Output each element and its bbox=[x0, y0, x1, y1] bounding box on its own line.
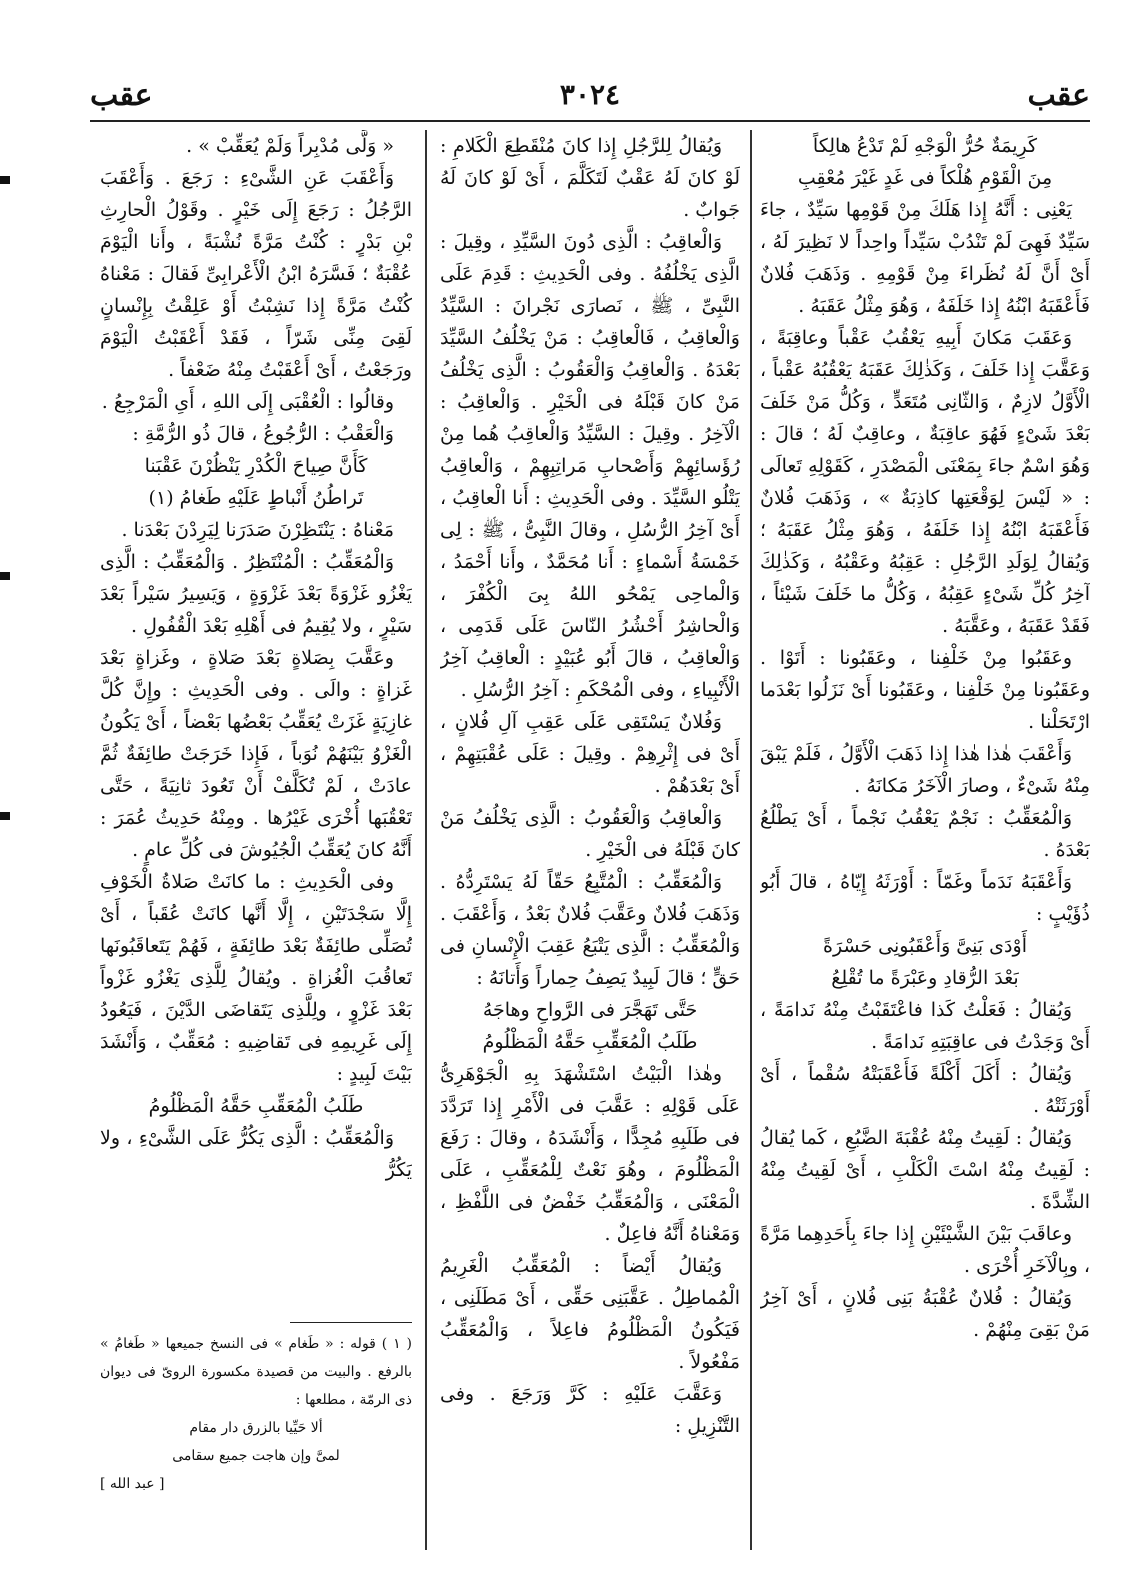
column-separator bbox=[425, 130, 427, 1550]
column-middle bbox=[440, 130, 740, 1550]
paragraph: وَيُقالُ أَيْضاً : الْمُعَقِّبُ الْغَرِيمُ الْمُماطِلُ . عَقَّبَنِى حَقِّى ، أَىْ مَطَلَنِى ، فَيَكُونُ الْمَظْلُومُ فاعِلاً ، وَالْمُعَقِّبُ مَفْعُولاً . bbox=[440, 1255, 740, 1373]
headword-left: عقب bbox=[90, 78, 153, 113]
paragraph: وَالْمُعَقِّبُ : نَجْمٌ يَعْقُبُ نَجْماً ، أَىْ يَطْلُعُ بَعْدَهُ . bbox=[760, 807, 1090, 861]
verse-line: حَتَّى تَهَجَّرَ فى الرَّواحِ وهاجَهُ bbox=[482, 999, 698, 1021]
verse-line: أَوْدَى بَنِىَّ وَأَعْقَبُونِى حَسْرَةً bbox=[823, 935, 1027, 957]
footnote-signature: [ عبد الله ] bbox=[100, 1476, 165, 1492]
paragraph: وَأَعْقَبَهُ نَدَماً وغَمّاً : أَوْرَثَهُ إِيّاهُ ، قالَ أَبُو ذُؤَيْبٍ : bbox=[760, 871, 1090, 925]
header-rule bbox=[90, 120, 1090, 122]
paragraph: وَفُلانٌ يَسْتَقِى عَلَى عَقِبِ آلِ فُلانٍ ، أَىْ فى إِثْرِهِمْ . وقِيلَ : عَلَى عُقْبَتِهِمْ ، أَىْ بَعْدَهُمْ . bbox=[440, 711, 740, 797]
paragraph: « وَلَّى مُدْبِراً وَلَمْ يُعَقِّبْ » . bbox=[186, 135, 394, 157]
footnote bbox=[100, 1330, 412, 1498]
footnote-rule bbox=[290, 1322, 412, 1323]
paragraph: وَيُقالُ : فَعَلْتُ كَذا فاعْتَقَبْتُ مِنْهُ نَدامَةً ، أَىْ وَجَدْتُ فى عاقِبَتِهِ نَدامَةً . bbox=[760, 999, 1090, 1053]
paragraph: وَأَعْقَبَ عَنِ الشَّىْءِ : رَجَعَ . وَأَعْقَبَ الرَّجُلُ : رَجَعَ إِلَى خَيْرٍ . وقَوْلُ الْحارِثِ بْنِ بَدْرٍ : كُنْتُ مَرَّةً نُشْبَةً ، وأَنا الْيَوْمَ عُقْبَةٌ ؛ فَسَّرَهُ ابْنُ الْأَعْرابِىِّ فَقالَ : مَعْناهُ كُنْتُ مَرَّةً إِذا نَشِبْتُ أَوْ عَلِقْتُ بِإِنْسانٍ لَقِىَ مِنِّى شَرّاً ، فَقَدْ أَعْقَبْتُ الْيَوْمَ ورَجَعْتُ ، أَىْ أَعْقَبْتُ مِنْهُ ضَعْفاً . bbox=[100, 167, 412, 381]
paragraph: وَالْعاقِبُ : الَّذِى دُونَ السَّيِّدِ ، وقِيلَ : الَّذِى يَخْلُفُهُ . وفى الْحَدِيثِ : قَدِمَ عَلَى النَّبِىِّ ، ﷺ ، نَصارَى نَجْرانَ : السَّيِّدُ وَالْعاقِبُ ، فَالْعاقِبُ : مَنْ يَخْلُفُ السَّيِّدَ بَعْدَهُ . وَالْعاقِبُ وَالْعَقُوبُ : الَّذِى يَخْلُفُ مَنْ كانَ قَبْلَهُ فى الْخَيْرِ . وَالْعاقِبُ : الْآخِرُ . وقِيلَ : السَّيِّدُ وَالْعاقِبُ هُما مِنْ رُؤَسائِهِمْ وَأَصْحابِ مَراتِبِهِمْ ، وَالْعاقِبُ يَتْلُو السَّيِّدَ . وفى الْحَدِيثِ : أَنا الْعاقِبُ ، أَىْ آخِرُ الرُّسُلِ ، وقالَ النَّبِىُّ ، ﷺ : لِى خَمْسَةُ أَسْماءٍ : أَنا مُحَمَّدٌ ، وأَنا أَحْمَدُ ، وَالْماحِى يَمْحُو اللهُ بِىَ الْكُفْرَ ، وَالْحاشِرُ أَحْشُرُ النّاسَ عَلَى قَدَمِى ، وَالْعاقِبُ ، قالَ أَبُو عُبَيْدٍ : الْعاقِبُ آخِرُ الْأَنْبِياءِ ، وفى الْمُحْكَمِ : آخِرُ الرُّسُلِ . bbox=[440, 231, 740, 701]
verse-line: طَلَبُ الْمُعَقِّبِ حَقَّهُ الْمَظْلُومُ bbox=[482, 1031, 698, 1053]
paragraph: وَالْعَقْبُ : الرُّجُوعُ ، قالَ ذُو الرُّمَّةِ : bbox=[132, 423, 394, 445]
paragraph: وهٰذا الْبَيْتُ اسْتَشْهَدَ بِهِ الْجَوْهَرِىُّ عَلَى قَوْلِهِ : عَقَّبَ فى الْأَمْرِ إِذا تَرَدَّدَ فى طَلَبِهِ مُجِدًّا ، وَأَنْشَدَهُ ، وقالَ : رَفَعَ الْمَظْلُومَ ، وهُوَ نَعْتٌ لِلْمُعَقِّبِ ، عَلَى الْمَعْنَى ، وَالْمُعَقِّبُ خَفْضٌ فى اللَّفْظِ ، وَمَعْناهُ أَنَّهُ فاعِلٌ . bbox=[440, 1063, 740, 1245]
verse-line: مِنَ الْقَوْمِ هُلْكاً فى غَدٍ غَيْرَ مُعْقِبِ bbox=[797, 167, 1053, 189]
verse-line: بَعْدَ الرُّقادِ وعَبْرَةً ما تُقْلِعُ bbox=[831, 967, 1019, 989]
paragraph: وَعَقَّبَ عَلَيْهِ : كَرَّ وَرَجَعَ . وفى التَّنْزِيلِ : bbox=[440, 1383, 740, 1437]
verse-line: تَراطُنُ أَنْباطٍ عَلَيْهِ طَغامُ (١) bbox=[148, 487, 364, 509]
verse-line: كَأَنَّ صِياحَ الْكُدْرِ يَنْظُرْنَ عَقْبَنا bbox=[144, 455, 368, 477]
paragraph: وَالْعاقِبُ وَالْعَقُوبُ : الَّذِى يَخْلُفُ مَنْ كانَ قَبْلَهُ فى الْخَيْرِ . bbox=[440, 807, 740, 861]
paragraph: وَالْمُعَقِّبُ : الْمُنْتَظِرُ . وَالْمُعَقِّبُ : الَّذِى يَغْزُو غَزْوَةً بَعْدَ غَزْوَةٍ ، وَيَسِيرُ سَيْراً بَعْدَ سَيْرٍ ، ولا يُقِيمُ فى أَهْلِهِ بَعْدَ الْقُفُولِ . bbox=[100, 551, 412, 637]
verse-line: كَرِيمَةٌ حُرُّ الْوَجْهِ لَمْ تَدْعُ هالِكاً bbox=[812, 135, 1038, 157]
footnote-verse: ألا حَيِّيا بالزرق دار مقام bbox=[189, 1420, 323, 1436]
verse-line: طَلَبُ الْمُعَقِّبِ حَقَّهُ الْمَظْلُومُ bbox=[148, 1095, 364, 1117]
paragraph: وقالُوا : الْعُقْبَى إِلَى اللهِ ، أَىِ الْمَرْجِعُ . bbox=[101, 391, 394, 413]
paragraph: وَعَقَبَ مَكانَ أَبِيهِ يَعْقُبُ عَقْباً وعاقِبَةً ، وَعَقَّبَ إِذا خَلَفَ ، وَكَذٰلِكَ عَقَبَهُ يَعْقُبُهُ عَقْباً ، الْأَوَّلُ لازِمٌ ، وَالثّانِى مُتَعَدٍّ ، وَكُلُّ مَنْ خَلَفَ بَعْدَ شَىْءٍ فَهُوَ عاقِبَةٌ ، وعاقِبٌ لَهُ ؛ قالَ : وَهُوَ اسْمٌ جاءَ بِمَعْنَى الْمَصْدَرِ ، كَقَوْلِهِ تَعالَى : « لَيْسَ لِوَقْعَتِها كاذِبَةٌ » ، وَذَهَبَ فُلانٌ فَأَعْقَبَهُ ابْنُهُ إِذا خَلَفَهُ ، وَهُوَ مِثْلُ عَقَبَهُ ؛ وَيُقالُ لِوَلَدِ الرَّجُلِ : عَقِبُهُ وعَقْبُهُ ، وَكَذٰلِكَ آخِرُ كُلِّ شَىْءٍ عَقِبُهُ ، وَكُلُّ ما خَلَفَ شَيْئاً ، فَقَدْ عَقَبَهُ ، وعَقَّبَهُ . bbox=[760, 327, 1090, 637]
margin-mark bbox=[0, 812, 10, 820]
paragraph: وفى الْحَدِيثِ : ما كانَتْ صَلاةُ الْخَوْفِ إِلَّا سَجْدَتَيْنِ ، إِلَّا أَنَّها كانَتْ عُقَباً ، أَىْ تُصَلِّى طائِفَةٌ بَعْدَ طائِفَةٍ ، فَهُمْ يَتَعاقَبُونَها تَعاقُبَ الْغُزاةِ . ويُقالُ لِلَّذِى يَغْزُو غَزْواً بَعْدَ غَزْوٍ ، ولِلَّذِى يَتَقاضَى الدَّيْنَ ، فَيَعُودُ إِلَى غَرِيمِهِ فى تَقاضِيهِ : مُعَقِّبٌ ، وَأَنْشَدَ بَيْتَ لَبِيدٍ : bbox=[100, 871, 412, 1085]
page-number: ٣٠٢٤ bbox=[559, 78, 621, 111]
paragraph: مَعْناهُ : يَنْتَظِرْنَ صَدَرَنا لِيَرِدْنَ بَعْدَنا . bbox=[121, 519, 394, 541]
margin-mark bbox=[0, 176, 10, 184]
paragraph: وعَقَّبَ بِصَلاةٍ بَعْدَ صَلاةٍ ، وغَزاةٍ بَعْدَ غَزاةٍ : والَى . وفى الْحَدِيثِ : وإِنَّ كُلَّ غازِيَةٍ غَزَتْ يُعَقِّبُ بَعْضُها بَعْضاً ، أَىْ يَكُونُ الْغَزْوُ بَيْنَهُمْ نُوَباً ، فَإِذا خَرَجَتْ طائِفَةٌ ثُمَّ عادَتْ ، لَمْ تُكَلَّفْ أَنْ تَعُودَ ثانِيَةً ، حَتَّى تَعْقُبَها أُخْرَى غَيْرُها . ومِنْهُ حَدِيثُ عُمَرَ : أَنَّهُ كانَ يُعَقِّبُ الْجُيُوشَ فى كُلِّ عامٍ . bbox=[100, 647, 412, 861]
column-right bbox=[760, 130, 1090, 1550]
headword-right: عقب bbox=[1027, 78, 1090, 113]
paragraph: وَيُقالُ : أَكَلَ أَكْلَةً فَأَعْقَبَتْهُ سُقْماً ، أَىْ أَوْرَثَتْهُ . bbox=[760, 1063, 1090, 1117]
column-left bbox=[100, 130, 412, 1315]
column-separator bbox=[750, 130, 752, 1550]
footnote-verse: لمىَّ وإن هاجت جميع سقامى bbox=[172, 1448, 340, 1464]
paragraph: وَأَعْقَبَ هٰذا هٰذا إِذا ذَهَبَ الْأَوَّلُ ، فَلَمْ يَبْقَ مِنْهُ شَىْءٌ ، وصارَ الْآخَرُ مَكانَهُ . bbox=[760, 743, 1090, 797]
paragraph: وعَقَبُوا مِنْ خَلْفِنا ، وعَقَبُونا : أَتَوْا . وعَقَبُونا مِنْ خَلْفِنا ، وعَقَبُونا أَىْ نَزَلُوا بَعْدَما ارْتَحَلْنا . bbox=[760, 647, 1090, 733]
paragraph: وَيُقالُ لِلرَّجُلِ إِذا كانَ مُنْقَطِعَ الْكَلامِ : لَوْ كانَ لَهُ عَقْبٌ لَتَكَلَّمَ ، أَىْ لَوْ كانَ لَهُ جَوابٌ . bbox=[440, 135, 740, 221]
footnote-text: ( ١ ) قوله : « طَغام » فى النسخ جميعها « طَغامُ » بالرفع . والبيت من قصيدة مكسورة الروىّ فى ديوان ذى الرمّة ، مطلعها : bbox=[100, 1336, 412, 1408]
margin-mark bbox=[0, 572, 10, 580]
paragraph: وَالْمُعَقِّبُ : الْمُتَّبِعُ حَقّاً لَهُ يَسْتَرِدُّهُ . وَذَهَبَ فُلانٌ وعَقَّبَ فُلانٌ بَعْدُ ، وَأَعْقَبَ . وَالْمُعَقِّبُ : الَّذِى يَتْبَعُ عَقِبَ الْإِنْسانِ فى حَقٍّ ؛ قالَ لَبِيدٌ يَصِفُ حِماراً وَأَتانَهُ : bbox=[440, 871, 740, 989]
paragraph: وعاقَبَ بَيْنَ الشَّيْئَيْنِ إِذا جاءَ بِأَحَدِهِما مَرَّةً ، وبِالْآخَرِ أُخْرَى . bbox=[760, 1223, 1090, 1277]
paragraph: وَيُقالُ : لَقِيتُ مِنْهُ عُقْبَةَ الضَّبُعِ ، كَما يُقالُ : لَقِيتُ مِنْهُ اسْتَ الْكَلْبِ ، أَىْ لَقِيتُ مِنْهُ الشِّدَّةَ . bbox=[760, 1127, 1090, 1213]
paragraph: يَعْنِى : أَنَّهُ إِذا هَلَكَ مِنْ قَوْمِها سَيِّدٌ ، جاءَ سَيِّدٌ فَهِىَ لَمْ تَنْدُبْ سَيِّداً واحِداً لا نَظِيرَ لَهُ ، أَىْ أَنَّ لَهُ نُظَراءَ مِنْ قَوْمِهِ . وَذَهَبَ فُلانٌ فَأَعْقَبَهُ ابْنُهُ إِذا خَلَفَهُ ، وَهُوَ مِثْلُ عَقَبَهُ . bbox=[760, 199, 1090, 317]
paragraph: وَالْمُعَقِّبُ : الَّذِى يَكُرُّ عَلَى الشَّىْءِ ، ولا يَكُرُّ bbox=[100, 1127, 412, 1181]
page-header bbox=[90, 78, 1090, 122]
paragraph: وَيُقالُ : فُلانٌ عُقْبَةُ بَنِى فُلانٍ ، أَىْ آخِرُ مَنْ بَقِىَ مِنْهُمْ . bbox=[760, 1287, 1090, 1341]
